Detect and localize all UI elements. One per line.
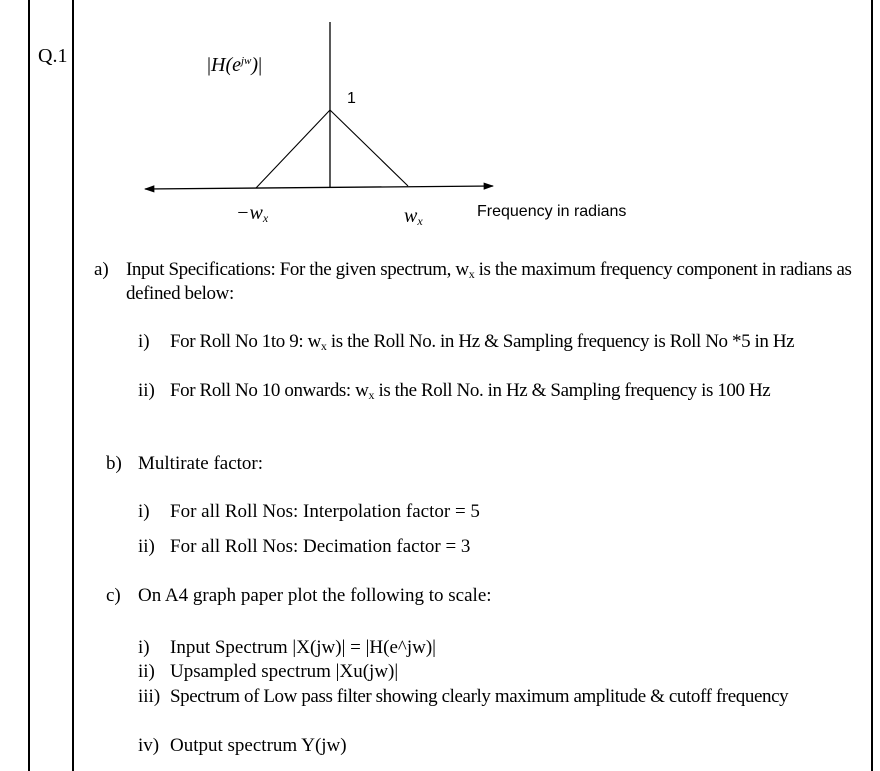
part-a-marker: a) — [94, 259, 109, 280]
part-c-item-1-marker: i) — [138, 637, 150, 658]
part-a-paragraph: Input Specifications: For the given spectrum, $w_x$ is the maximum frequency component in radians as defined below: — [126, 259, 852, 304]
part-a-item-1-marker: i) — [138, 331, 150, 352]
part-b-item-2-marker: ii) — [138, 536, 155, 557]
part-c-item-4: Output spectrum Y(jw) — [170, 735, 347, 756]
triangle-spectrum — [256, 110, 408, 188]
part-c-heading: On A4 graph paper plot the following to scale: — [138, 585, 492, 606]
ylabel-close: ) — [251, 54, 259, 76]
part-b-item-1: For all Roll Nos: Interpolation factor = 5 — [170, 501, 480, 522]
ylabel-base: H(e — [211, 54, 241, 76]
part-c-marker: c) — [106, 585, 121, 606]
part-c-item-1: Input Spectrum |X(jw)| = |H(e^jw)| — [170, 637, 436, 658]
question-number: Q.1 — [38, 45, 68, 67]
part-a-item-2: For Roll No 10 onwards: $w_x$ is the Roll No. in Hz & Sampling frequency is 100 Hz — [170, 380, 771, 402]
part-a-item-2-marker: ii) — [138, 380, 155, 401]
part-a-heading: Input Specifications: — [126, 259, 276, 280]
part-c-item-3: Spectrum of Low pass filter showing clearly maximum amplitude & cutoff frequency — [170, 686, 789, 707]
part-b-marker: b) — [106, 453, 122, 474]
part-b-item-1-marker: i) — [138, 501, 150, 522]
x-axis-label: Frequency in radians — [477, 203, 627, 220]
peak-label: 1 — [347, 90, 356, 107]
figure-ylabel: $|H(e^{jw})|$ — [207, 54, 263, 76]
ylabel-sup: jw — [241, 55, 252, 67]
part-c-item-4-marker: iv) — [138, 735, 160, 756]
part-c-item-2: Upsampled spectrum |Xu(jw)| — [170, 661, 399, 682]
part-b-item-2: For all Roll Nos: Decimation factor = 3 — [170, 536, 471, 557]
part-a-item-1: For Roll No 1to 9: $w_x$ is the Roll No. in Hz & Sampling frequency is Roll No *5 in Hz — [170, 331, 795, 353]
x-axis — [145, 186, 493, 189]
part-c-item-3-marker: iii) — [138, 686, 161, 707]
part-c-item-2-marker: ii) — [138, 661, 155, 682]
part-b-heading: Multirate factor: — [138, 453, 264, 474]
pos-wx-label: $w_x$ — [404, 205, 423, 228]
neg-wx-label: $-w_x$ — [236, 202, 269, 225]
